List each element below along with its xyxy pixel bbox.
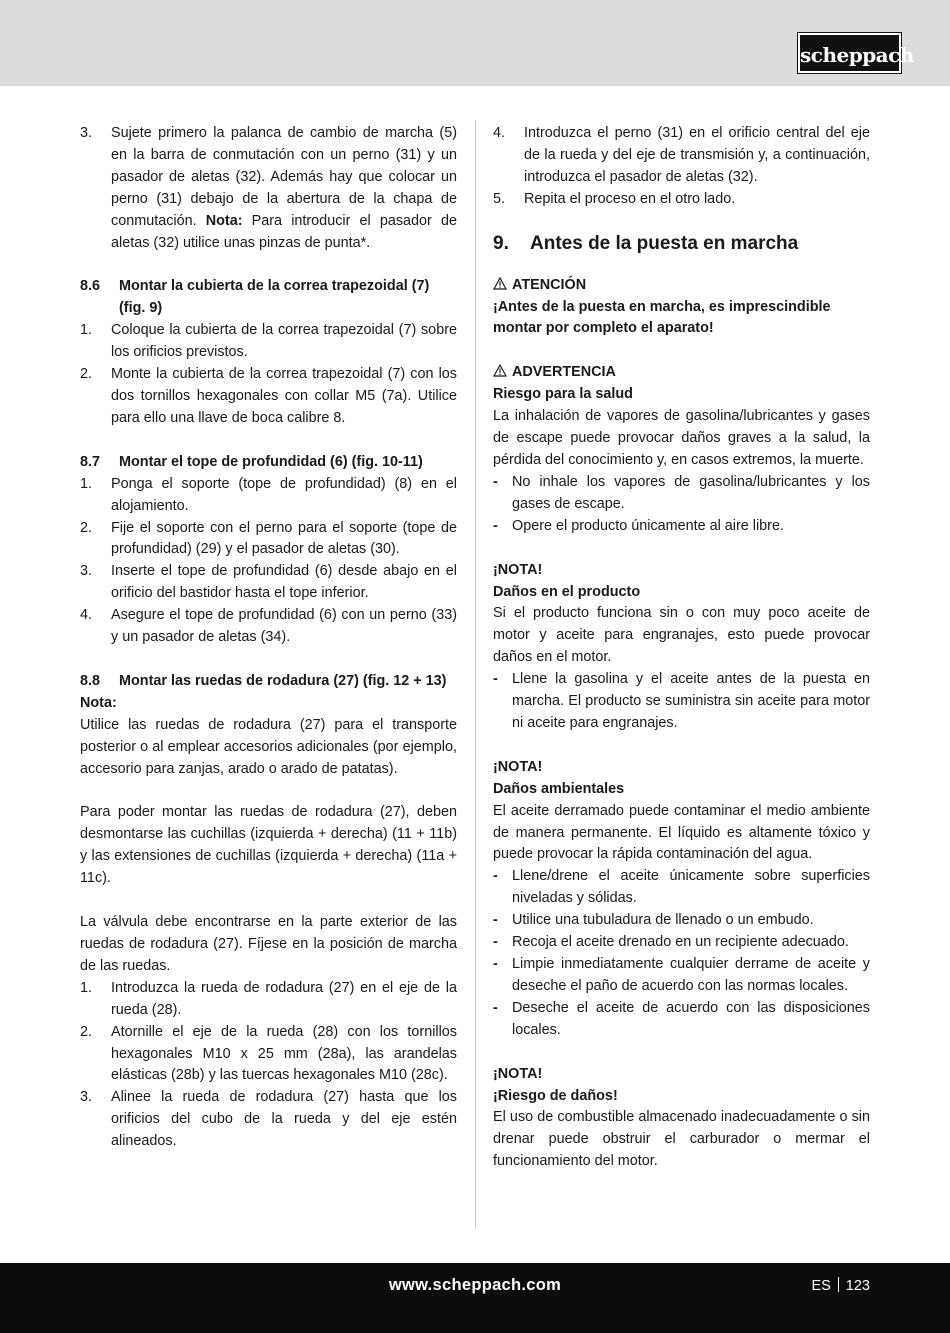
paragraph: La válvula debe encontrarse en la parte exterior de las ruedas de rodadura (27). Fíjese en la posición de marcha de las ruedas. <box>80 914 457 974</box>
page-header <box>0 0 950 86</box>
list-item: 2. Atornille el eje de la rueda (28) con los tornillos hexagonales M10 x 25 mm (28a), las arandelas elásticas (28b) y las tuercas hexagonales M10 (28c). <box>80 1023 457 1084</box>
atencion-text: ¡Antes de la puesta en marcha, es imprescindible montar por completo el aparato! <box>493 298 831 337</box>
paragraph: La inhalación de vapores de gasolina/lubricantes y gases de escape puede provocar daños graves a la salud, la pérdida del conocimiento y, en casos extremos, la muerte. <box>493 408 870 468</box>
list-item: 1. Coloque la cubierta de la correa trapezoidal (7) sobre los orificios previstos. <box>80 322 457 361</box>
right-column <box>493 123 870 1173</box>
nota-title: ¡Riesgo de daños! <box>493 1087 618 1104</box>
list-step3 <box>80 123 457 254</box>
list-item: - Utilice una tubuladura de llenado o un embudo. <box>493 912 814 929</box>
paragraph: Utilice las ruedas de rodadura (27) para el transporte posterior o al emplear accesorios adicionales (por ejemplo, accesorio para zanjas, arado o arado de patatas). <box>80 716 457 777</box>
column-divider <box>475 120 476 1228</box>
list-item: - Limpie inmediatamente cualquier derrame de aceite y deseche el paño de acuerdo con las normas locales. <box>493 956 870 994</box>
section-heading-9: 9. Antes de la puesta en marcha <box>493 232 799 254</box>
scheppach-logo: scheppach <box>798 33 901 73</box>
section-heading-8-8: 8.8 Montar las ruedas de rodadura (27) (fig. 12 + 13) <box>80 672 447 689</box>
list-item: 1. Introduzca la rueda de rodadura (27) en el eje de la rueda (28). <box>80 979 457 1018</box>
list-item: 3. Inserte el tope de profundidad (6) desde abajo en el orificio del bastidor hasta el tope inferior. <box>80 563 457 602</box>
paragraph: El uso de combustible almacenado inadecuadamente o sin drenar puede obstruir el carburador o mermar el funcionamiento del motor. <box>493 1109 870 1170</box>
nota-label: Nota: <box>205 212 243 229</box>
list-item: 5. Repita el proceso en el otro lado. <box>493 190 736 207</box>
list-item: 2. Fije el soporte con el perno para el soporte (tope de profundidad) (29) y el pasador de aletas (30). <box>80 519 457 558</box>
list-item: 2. Monte la cubierta de la correa trapezoidal (7) con los dos tornillos hexagonales con collar M5 (7a). Utilice para ello una llave de boca calibre 8. <box>80 366 457 426</box>
atencion-heading: ATENCIÓN <box>493 275 870 297</box>
salud-list <box>493 472 870 538</box>
nota-title: Daños ambientales <box>493 780 625 797</box>
list-item: - No inhale los vapores de gasolina/lubricantes y los gases de escape. <box>493 473 870 512</box>
list-8-8 <box>80 978 457 1153</box>
list-item: 1. Ponga el soporte (tope de profundidad) (8) en el alojamiento. <box>80 475 457 514</box>
list-8-7 <box>80 474 457 649</box>
nota-title: Daños en el producto <box>493 583 641 600</box>
list-item: - Deseche el aceite de acuerdo con las disposiciones locales. <box>493 999 870 1038</box>
paragraph: El aceite derramado puede contaminar el medio ambiente de manera permanente. El líquido es altamente tóxico y puede provocar la rápida contaminación del agua. <box>493 802 870 863</box>
section-heading-8-7: 8.7 Montar el tope de profundidad (6) (fig. 10-11) <box>80 453 423 470</box>
paragraph: Para poder montar las ruedas de rodadura (27), deben desmontarse las cuchillas (izquierda + derecha) (11 + 11b) y las extensiones de cuchillas (izquierda + derecha) (11a + 11c). <box>80 804 457 887</box>
list-item: - Llene la gasolina y el aceite antes de la puesta en marcha. El producto se suministra sin aceite para motor ni aceite para engranajes. <box>493 671 870 731</box>
list-item: 3. Sujete primero la palanca de cambio de marcha (5) en la barra de conmutación con un perno (31) y un pasador de aletas (32). Además hay que colocar un perno (31) debajo de la abertura de la chapa de conmutación. Nota: Para introducir el pasador de aletas (32) utilice unas pinzas de punta*. <box>80 125 457 251</box>
list-item: 4. Asegure el tope de profundidad (6) con un perno (33) y un pasador de aletas (34). <box>80 607 457 646</box>
step-text: Sujete primero la palanca de cambio de marcha (5) en la barra de conmutación con un perno (31) y un pasador de aletas (32). Además hay que colocar un perno (31) debajo de la abertura de la chapa de conmutación. <box>111 125 457 229</box>
list-8-6 <box>80 320 457 430</box>
advertencia-heading: ADVERTENCIA <box>493 362 870 384</box>
left-column <box>80 123 457 1153</box>
step-text: Para introducir el pasador de aletas (32) utilice unas pinzas de punta*. <box>111 212 457 251</box>
list-8-8-continued <box>493 123 870 211</box>
warning-triangle-icon <box>493 277 507 290</box>
nota1-list <box>493 669 870 735</box>
list-item: - Recoja el aceite drenado en un recipiente adecuado. <box>493 934 849 951</box>
nota-label: ¡NOTA! <box>493 561 543 578</box>
section-heading-8-6: 8.6 Montar la cubierta de la correa trapezoidal (7) (fig. 9) <box>80 278 430 317</box>
nota2-list <box>493 866 870 1041</box>
nota-label: Nota: <box>80 694 117 711</box>
page-number: 123 <box>845 1278 870 1294</box>
website-url[interactable]: www.scheppach.com <box>388 1276 562 1294</box>
riesgo-salud-title: Riesgo para la salud <box>493 386 633 403</box>
list-item: - Opere el producto únicamente al aire libre. <box>493 517 784 534</box>
list-item: - Llene/drene el aceite únicamente sobre superficies niveladas y sólidas. <box>493 868 870 907</box>
warning-triangle-icon <box>493 364 507 377</box>
list-item: 4. Introduzca el perno (31) en el orificio central del eje de la rueda y del eje de transmisión y, a continuación, introduzca el pasador de aletas (32). <box>493 125 870 185</box>
language-code: ES <box>811 1278 831 1294</box>
paragraph: Si el producto funciona sin o con muy poco aceite de motor y aceite para engranajes, esto puede provocar daños en el motor. <box>493 605 870 666</box>
nota-label: ¡NOTA! <box>493 1065 543 1082</box>
list-item: 3. Alinee la rueda de rodadura (27) hasta que los orificios del cubo de la rueda y del eje estén alineados. <box>80 1089 457 1150</box>
page-footer <box>0 1263 950 1333</box>
page-info <box>811 1277 870 1294</box>
nota-label: ¡NOTA! <box>493 758 543 775</box>
